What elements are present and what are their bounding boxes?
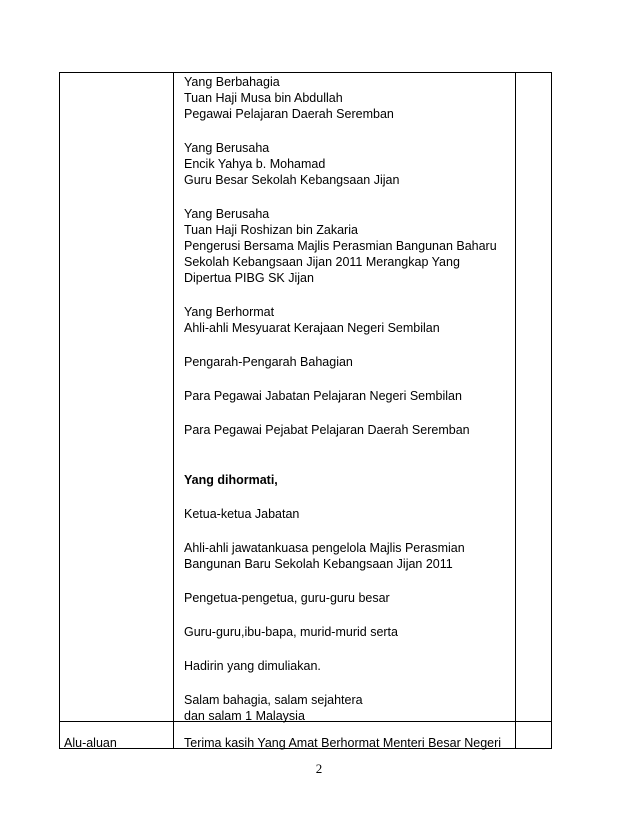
salutation-line: Salam bahagia, salam sejahtera — [184, 693, 363, 707]
salutation-paragraph — [184, 658, 497, 674]
salutation-paragraph — [184, 422, 497, 438]
salutation-line: Tuan Haji Roshizan bin Zakaria — [184, 223, 358, 237]
column-divider-1 — [173, 73, 174, 748]
salutation-line: Hadirin yang dimuliakan. — [184, 659, 321, 673]
row-label-alu-aluan: Alu-aluan — [64, 736, 117, 750]
salutation-paragraph — [184, 540, 497, 572]
salutations-block — [184, 74, 497, 724]
salutation-paragraph — [184, 206, 497, 286]
column-divider-2 — [515, 73, 516, 748]
salutation-line: Guru-guru,ibu-bapa, murid-murid serta — [184, 625, 398, 639]
salutation-paragraph — [184, 624, 497, 640]
salutation-line: Yang Berhormat — [184, 305, 275, 319]
salutation-line: Bangunan Baru Sekolah Kebangsaan Jijan 2011 — [184, 557, 453, 571]
salutation-paragraph — [184, 74, 497, 122]
salutation-paragraph — [184, 140, 497, 188]
page-number: 2 — [315, 761, 323, 776]
salutation-paragraph — [184, 354, 497, 370]
salutation-line: Tuan Haji Musa bin Abdullah — [184, 91, 343, 105]
salutation-line: Para Pegawai Jabatan Pelajaran Negeri Sembilan — [184, 389, 462, 403]
salutation-line: Pengerusi Bersama Majlis Perasmian Bangunan Baharu — [184, 239, 497, 253]
salutation-paragraph — [184, 388, 497, 404]
salutation-line: Yang dihormati, — [184, 473, 278, 487]
salutation-line: Yang Berusaha — [184, 207, 270, 221]
salutation-line: Dipertua PIBG SK Jijan — [184, 271, 314, 285]
salutation-line: Pengarah-Pengarah Bahagian — [184, 355, 353, 369]
salutation-line: Sekolah Kebangsaan Jijan 2011 Merangkap Yang — [184, 255, 460, 269]
salutation-line: Yang Berusaha — [184, 141, 270, 155]
salutation-paragraph — [184, 590, 497, 606]
salutation-line: Pengetua-pengetua, guru-guru besar — [184, 591, 390, 605]
salutation-line: Ketua-ketua Jabatan — [184, 507, 300, 521]
salutation-line: Yang Berbahagia — [184, 75, 280, 89]
salutation-line: Para Pegawai Pejabat Pelajaran Daerah Seremban — [184, 423, 470, 437]
salutation-line: dan salam 1 Malaysia — [184, 709, 305, 723]
row-text-alu-aluan: Terima kasih Yang Amat Berhormat Menteri Besar Negeri — [184, 736, 502, 750]
salutation-paragraph — [184, 304, 497, 336]
salutation-paragraph — [184, 506, 497, 522]
salutation-paragraph — [184, 692, 497, 724]
salutation-paragraph — [184, 472, 497, 488]
salutation-line: Encik Yahya b. Mohamad — [184, 157, 326, 171]
salutation-line: Pegawai Pelajaran Daerah Seremban — [184, 107, 394, 121]
salutation-line: Ahli-ahli Mesyuarat Kerajaan Negeri Sembilan — [184, 321, 440, 335]
salutation-line: Guru Besar Sekolah Kebangsaan Jijan — [184, 173, 400, 187]
salutation-line: Ahli-ahli jawatankuasa pengelola Majlis Perasmian — [184, 541, 465, 555]
document-table — [59, 72, 552, 749]
